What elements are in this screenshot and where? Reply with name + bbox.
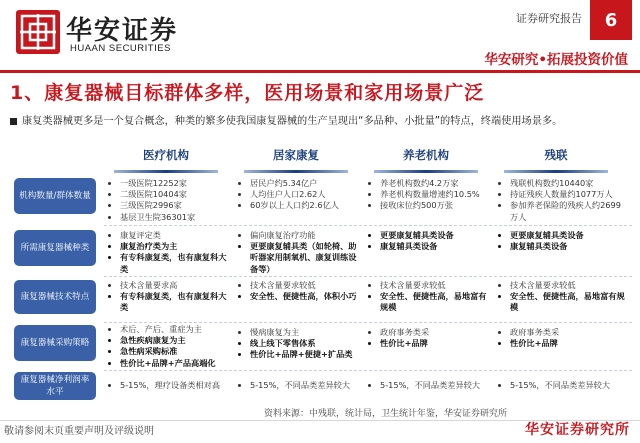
row-divider xyxy=(104,225,632,226)
logo-chinese-text: 华安证券 xyxy=(66,16,179,46)
cell-item: • 康复辅具类设备 xyxy=(510,241,628,252)
source-note: 资料来源：中残联，统计局，卫生统计年鉴，华安证券研究所 xyxy=(264,409,508,419)
header-divider xyxy=(0,70,640,73)
cell-item: • 三级医院2996家 xyxy=(120,200,234,211)
header-underline xyxy=(114,170,218,173)
cell-item: • 养老机构数约4.2万家 xyxy=(380,178,494,189)
row-label-procurement: 康复器械采购策略 xyxy=(14,325,96,361)
cell-item: • 政府事务类采 xyxy=(380,327,494,338)
column-header-elderly-care xyxy=(366,147,486,177)
intro-paragraph xyxy=(10,112,634,127)
cell-item: • 更要康复辅具类（如轮椅、助听器家用制氧机、康复训练设备等） xyxy=(250,241,364,275)
table-cell xyxy=(370,380,494,391)
table-cell xyxy=(370,230,494,252)
cell-item: • 性价比+品牌 xyxy=(380,338,494,349)
cell-item: • 基层卫生院36301家 xyxy=(120,212,234,223)
cell-item: • 安全性、便捷性高，易地富有规模 xyxy=(380,291,494,313)
cell-item: • 偏向康复治疗功能 xyxy=(250,230,364,241)
cell-item: • 居民户约5.34亿户 xyxy=(250,178,364,189)
intro-text: 康复类器械更多是一个复合概念，种类的繁多使我国康复器械的生产呈现出“多品种、小批量”的特点，终端使用场景多。 xyxy=(22,116,563,127)
table-cell xyxy=(240,380,364,391)
column-header-home xyxy=(236,147,356,177)
table-cell xyxy=(240,178,364,212)
table-cell xyxy=(110,230,234,275)
cell-item: • 5-15%，不同品类差异较大 xyxy=(380,380,494,391)
row-divider xyxy=(104,322,632,323)
table-cell xyxy=(500,327,628,349)
table-cell xyxy=(110,380,238,391)
table-cell xyxy=(370,327,494,349)
page-header xyxy=(0,0,640,68)
cell-item: • 5-15%，不同品类差异较大 xyxy=(250,380,364,391)
cell-item: • 慢病康复为主 xyxy=(250,327,364,338)
column-header-disabled-federation xyxy=(496,147,616,177)
cell-item: • 技术含量要求较低 xyxy=(510,280,628,291)
cell-item: • 持证残疾人数量约1077万人 xyxy=(510,189,628,200)
footer-brand: 华安证券研究所 xyxy=(525,422,630,438)
cell-item: • 有专科康复类，也有康复科大类 xyxy=(120,252,234,274)
table-cell xyxy=(110,178,234,223)
table-cell xyxy=(500,230,628,252)
row-divider xyxy=(104,370,632,371)
cell-item: • 二级医院10404家 xyxy=(120,189,234,200)
cell-item: • 更要康复辅具类设备 xyxy=(380,230,494,241)
cell-item: • 60岁以上人口约2.6亿人 xyxy=(250,200,364,211)
cell-item: • 性价比+品牌 xyxy=(510,338,628,349)
header-underline xyxy=(244,170,348,173)
bullet-square-icon xyxy=(10,118,17,125)
table-cell xyxy=(370,280,494,314)
column-header-label: 残联 xyxy=(544,148,568,162)
page-title: 1、康复器械目标群体多样，医用场景和家用场景广泛 xyxy=(10,82,485,104)
cell-item: • 急性病采购标准 xyxy=(120,346,234,357)
row-label-tech-features: 康复器械技术特点 xyxy=(14,280,96,314)
column-header-label: 养老机构 xyxy=(403,148,449,162)
header-underline xyxy=(374,170,478,173)
column-header-label: 居家康复 xyxy=(273,148,319,162)
cell-item: • 康复辅具类设备 xyxy=(380,241,494,252)
cell-item: • 性价比+品牌+产品高端化 xyxy=(120,358,234,369)
row-label-count: 机构数量/群体数量 xyxy=(14,178,96,214)
cell-item: • 养老机构数量增速约10.5% xyxy=(380,189,494,200)
table-cell xyxy=(240,280,364,302)
disclaimer-link[interactable]: 敬请参阅末页重要声明及评级说明 xyxy=(4,426,154,437)
cell-item: • 更要康复辅具类设备 xyxy=(510,230,628,241)
cell-item: • 人均住户人口2.62人 xyxy=(250,189,364,200)
cell-item: • 接收床位约500万张 xyxy=(380,200,494,211)
cell-item: • 5-15%，不同品类差异较大 xyxy=(510,380,628,391)
cell-item: • 技术含量要求高 xyxy=(120,280,234,291)
slogan: 华安研究•拓展投资价值 xyxy=(484,52,628,68)
row-divider xyxy=(104,276,632,277)
cell-item: • 康复治疗类为主 xyxy=(120,241,234,252)
table-cell xyxy=(370,178,494,212)
table-cell xyxy=(500,280,628,314)
header-underline xyxy=(504,170,608,173)
cell-item: • 康复评定类 xyxy=(120,230,234,241)
table-cell xyxy=(110,280,234,314)
row-label-net-margin: 康复器械净利润率水平 xyxy=(14,372,96,400)
table-cell xyxy=(240,230,364,275)
cell-item: • 急性疾病康复为主 xyxy=(120,335,234,346)
comparison-table xyxy=(14,142,634,404)
cell-item: • 术后、产后、重症为主 xyxy=(120,324,234,335)
cell-item: • 一级医院12252家 xyxy=(120,178,234,189)
table-cell xyxy=(240,327,364,361)
cell-item: • 技术含量要求较低 xyxy=(250,280,364,291)
cell-item: • 线上线下零售体系 xyxy=(250,338,364,349)
table-cell xyxy=(500,178,628,223)
cell-item: • 技术含量要求较低 xyxy=(380,280,494,291)
column-header-medical xyxy=(106,147,226,177)
cell-item: • 安全性、便捷性高，易地富有规模 xyxy=(510,291,628,313)
cell-item: • 政府事务类采 xyxy=(510,327,628,338)
cell-item: • 有专科康复类，也有康复科大类 xyxy=(120,291,234,313)
cell-item: • 性价比+品牌+便捷+扩品类 xyxy=(250,349,364,360)
row-label-device-types: 所需康复器械种类 xyxy=(14,230,96,266)
cell-item: • 残联机构数约10440家 xyxy=(510,178,628,189)
page-number: 6 xyxy=(590,0,632,40)
column-header-label: 医疗机构 xyxy=(143,148,189,162)
cell-item: • 安全性、便捷性高，体积小巧 xyxy=(250,291,364,302)
table-cell xyxy=(500,380,628,391)
logo-english-text: HUAAN SECURITIES xyxy=(70,43,171,54)
report-type-label: 证券研究报告 xyxy=(516,13,582,25)
cell-item: • 5-15%，理疗设备类相对高 xyxy=(120,380,238,391)
table-cell xyxy=(110,324,234,369)
cell-item: • 参加养老保险的残疾人约2699万人 xyxy=(510,200,628,222)
huaan-logo-icon xyxy=(16,10,60,54)
